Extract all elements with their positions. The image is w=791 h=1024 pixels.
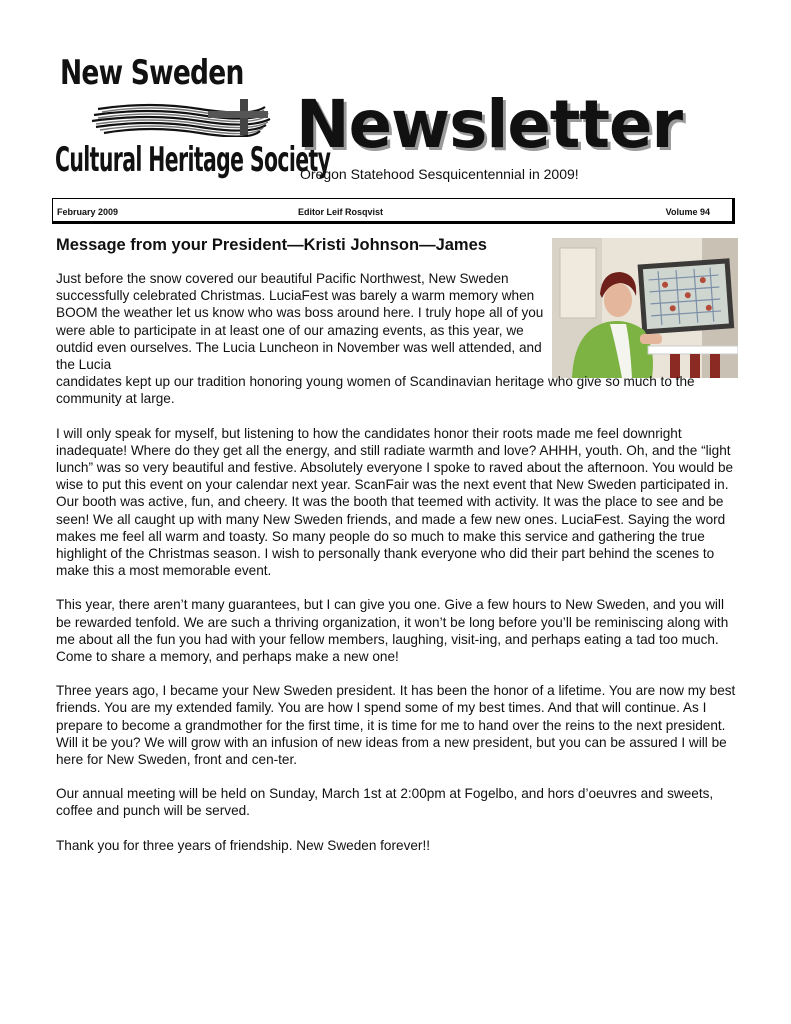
paragraph-5: Our annual meeting will be held on Sunday, March 1st at 2:00pm at Fogelbo, and hors d’oeuvres and sweets, coffee and punch will be served. bbox=[56, 786, 714, 819]
paragraph-1-wrapped: Just before the snow covered our beautiful Pacific Northwest, New Sweden successfully celebrated Christmas. LuciaFest was barely a warm memory when BOOM the weather let us know who was boss around here. I truly hope all of you were able to participate in at least one of our amazing events, as this year, we outdid even ourselves. The Lucia Luncheon in November was well attended, and the Lucia bbox=[56, 271, 544, 373]
paragraph-3: This year, there aren’t many guarantees, but I can give you one. Give a few hours to New Sweden, and you will be rewarded tenfold. We are such a thriving organization, it won’t be long before you’ll be reminiscing along with me about all the fun you had with your fellow members, laughing, visit-ing, and perhaps eating a tad too much. Come to share a memory, and perhaps make a new one! bbox=[56, 597, 729, 665]
paragraph-1-continued: candidates kept up our tradition honoring young women of Scandinavian heritage who give so much to the community at large. bbox=[56, 374, 695, 407]
issue-editor: Editor Leif Rosqvist bbox=[298, 207, 384, 217]
logo-text-cultural-heritage-society: Cultural Heritage Society bbox=[55, 140, 331, 180]
paragraph-4: Three years ago, I became your New Sweden president. It has been the honor of a lifetime. You are now my best friends. You are my extended family. You are how I spend some of my best times. And that will continue. As I prepare to become a grandmother for the first time, it is time for me to hand over the reins to the next president. Will it be you? We will grow with an infusion of new ideas from a new president, but you can be assured I will be here for New Sweden, front and cen-ter. bbox=[56, 683, 736, 768]
issue-date: February 2009 bbox=[57, 207, 119, 217]
masthead-tagline: Oregon Statehood Sesquicentennial in 2009! bbox=[300, 166, 579, 182]
article-headline: Message from your President—Kristi Johnson—James bbox=[56, 236, 487, 254]
paragraph-2: I will only speak for myself, but listening to how the candidates honor their roots made me feel downright inadequate! Where do they get all the energy, and still radiate warmth and love? AHHH, youth. Oh, and the “light lunch” was so very beautiful and festive. Absolutely everyone I spoke to raved about the afternoon. You would be wise to put this event on your calendar next year. ScanFair was the next event that New Sweden participated in. Our booth was active, fun, and cheery. It was the booth that teemed with activity. It was the place to see and be seen! We all caught up with many New Sweden friends, and made a few new ones. LuciaFest. Saying the word makes me feel all warm and toasty. So many people do so much to make this service and gathering the true highlight of the Christmas season. I wish to personally thank everyone who did their part behind the scenes to make this a most memorable event. bbox=[56, 425, 734, 579]
society-logo bbox=[55, 53, 331, 195]
article-body bbox=[56, 270, 740, 871]
logo-flag-icon bbox=[90, 97, 275, 137]
paragraph-6: Thank you for three years of friendship. New Sweden forever!! bbox=[56, 837, 431, 853]
issue-volume: Volume 94 bbox=[665, 207, 710, 217]
issue-info-bar bbox=[52, 198, 735, 224]
newsletter-title: Newsletter bbox=[296, 86, 683, 163]
logo-text-new-sweden: New Sweden bbox=[60, 53, 244, 93]
